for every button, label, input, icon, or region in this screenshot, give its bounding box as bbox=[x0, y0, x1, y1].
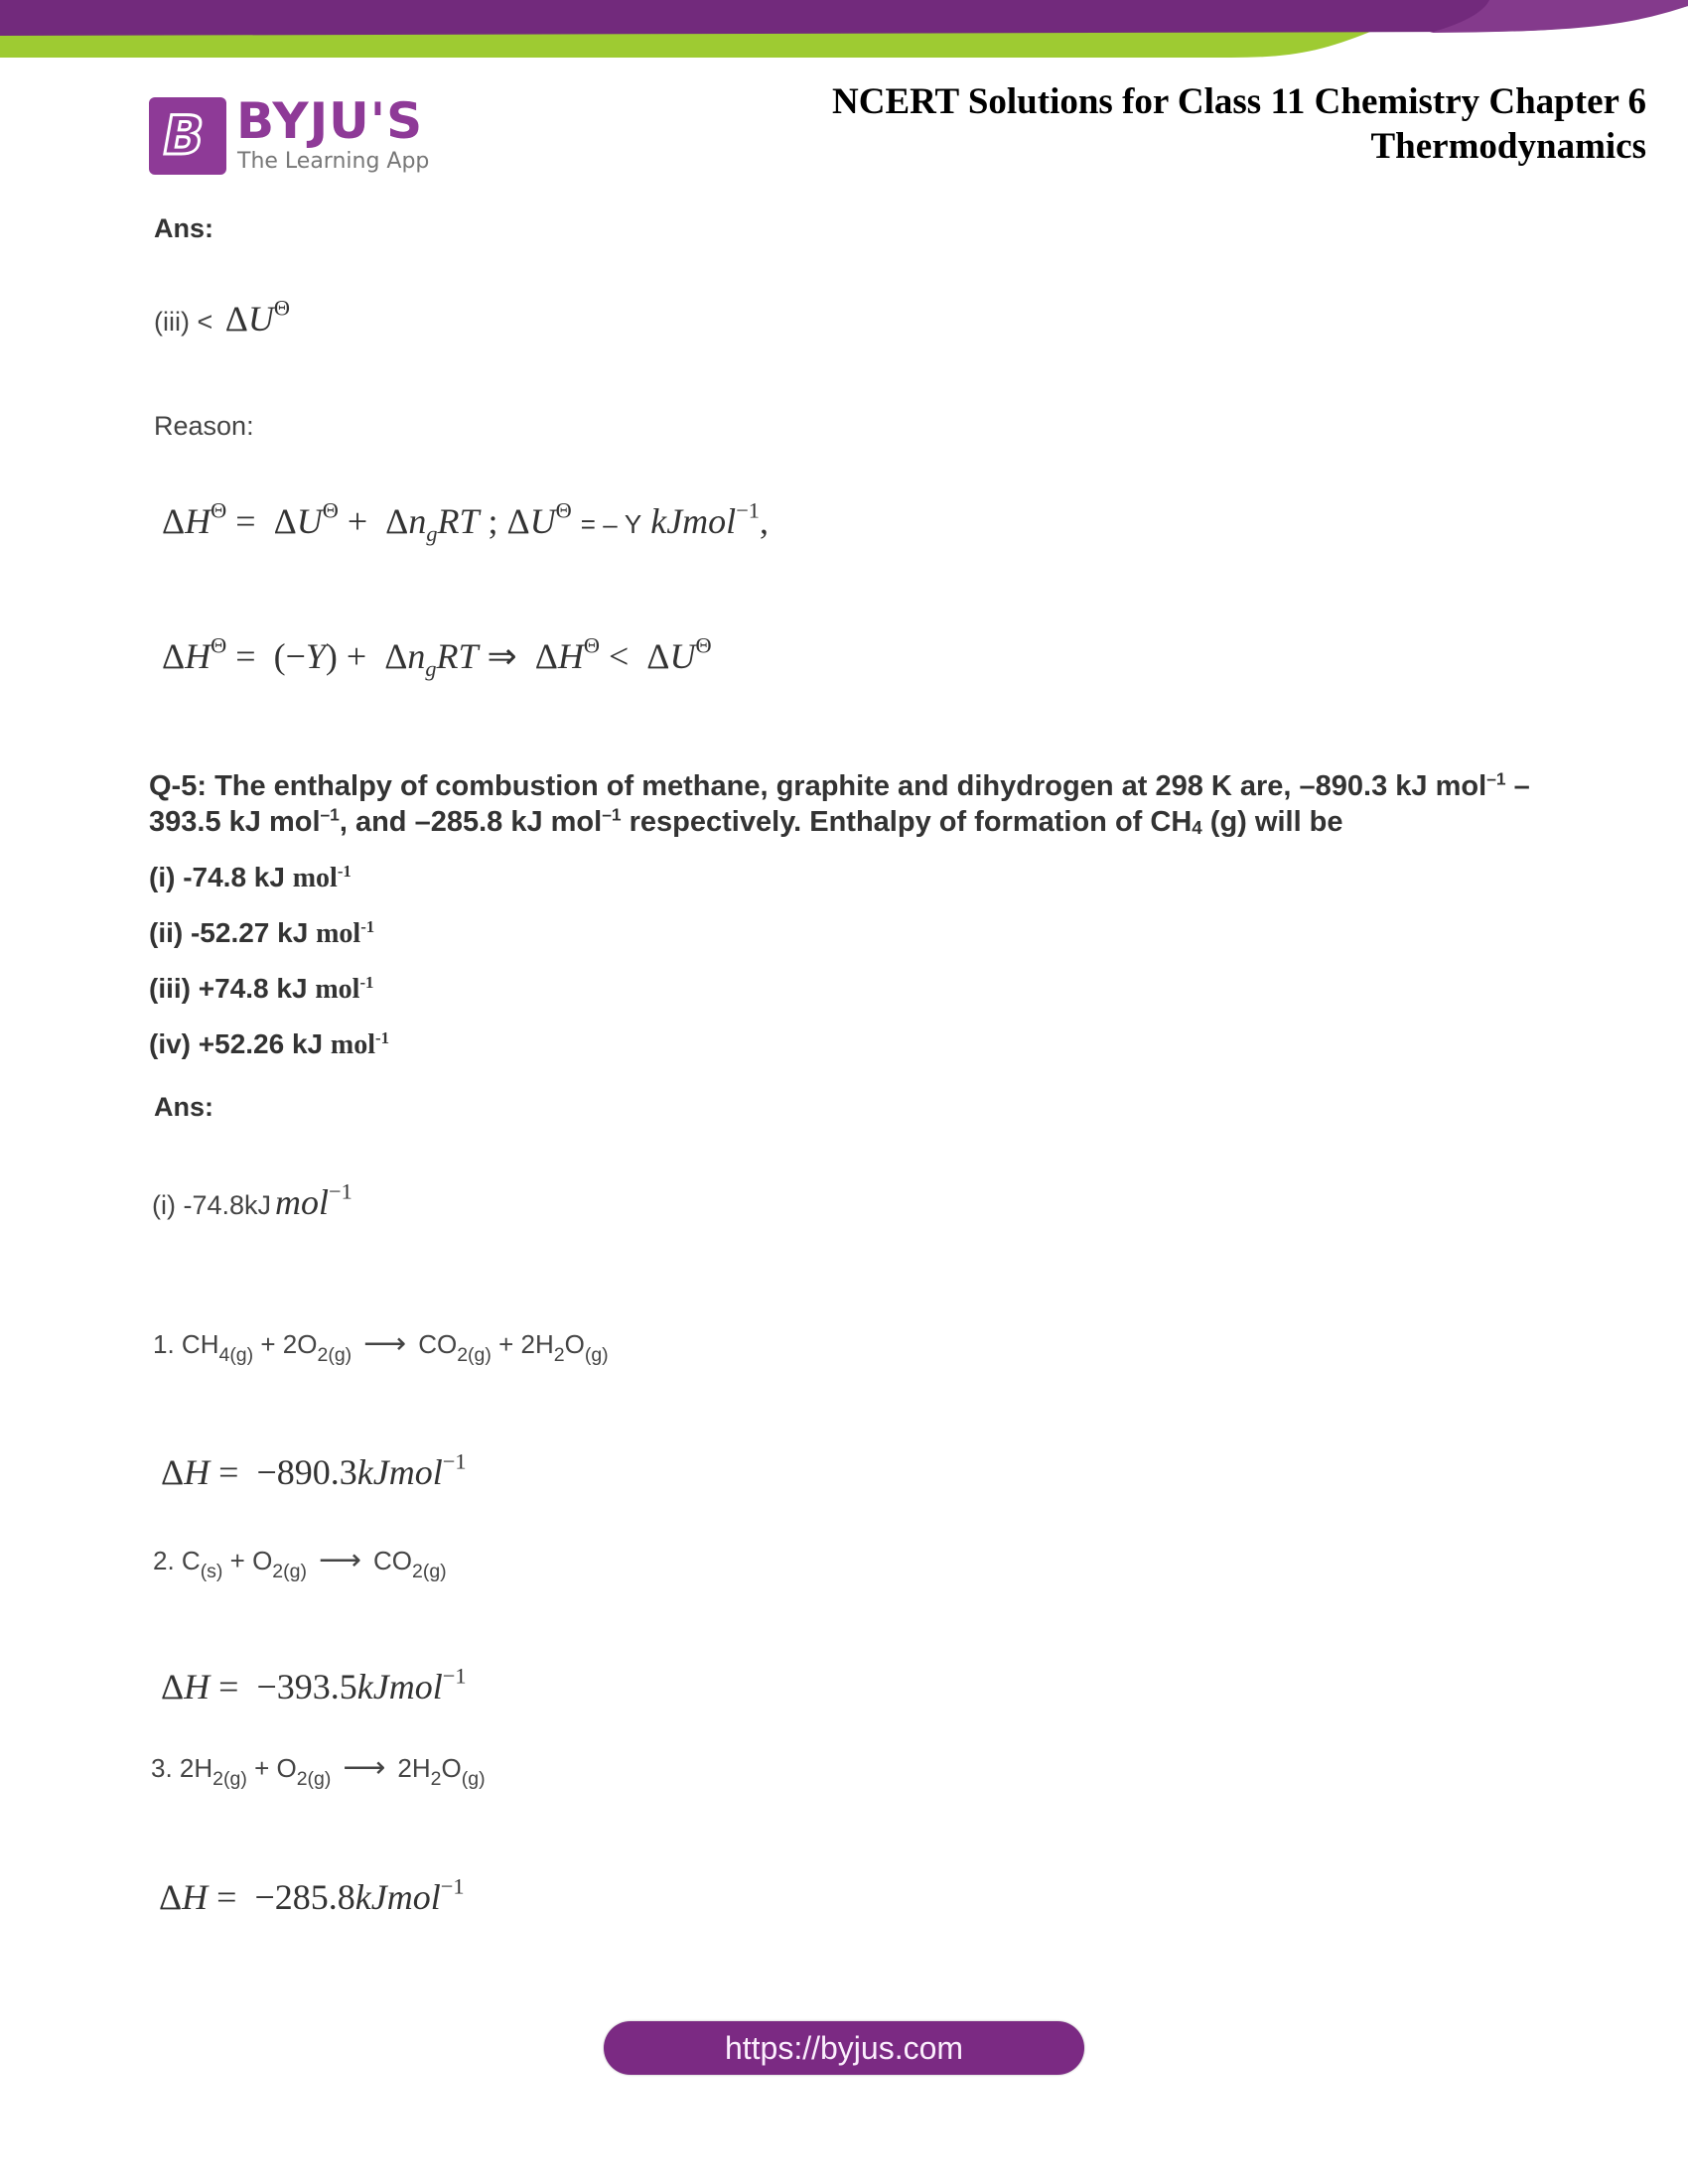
footer-link-button[interactable] bbox=[604, 2021, 1084, 2075]
enthalpy-2: ΔH = −393.5kJmol$^{-1}$ bbox=[161, 1663, 467, 1706]
option-iii bbox=[149, 973, 373, 1006]
enthalpy-3: ΔH = −285.8kJmol$^{-1}$ bbox=[159, 1873, 465, 1917]
footer-url-link[interactable]: https://byjus.com bbox=[724, 2029, 964, 2066]
reaction-number: 3. bbox=[151, 1753, 173, 1783]
brand-tagline: The Learning App bbox=[237, 149, 430, 174]
reason-equation-1: $\Delta H^\Theta = \Delta U^\Theta + \Delta n_gRT$ ; $\Delta U^\Theta$ = – Y kJmol$^{-1}$, bbox=[162, 497, 769, 546]
eq1-separator: ; bbox=[488, 501, 498, 541]
answer-choice-exp: −1 bbox=[329, 1178, 352, 1204]
sup: –1 bbox=[1486, 768, 1506, 789]
option-exp: -1 bbox=[337, 861, 352, 881]
enthalpy-1: ΔH = −890.3kJmol$^{-1}$ bbox=[161, 1448, 467, 1492]
document-title-line2: Thermodynamics bbox=[1370, 126, 1646, 167]
question-text: (g) will be bbox=[1201, 806, 1343, 838]
option-unit: mol bbox=[315, 974, 360, 1005]
question-text: , and –285.8 kJ mol bbox=[339, 806, 603, 838]
header-banner bbox=[0, 0, 1688, 60]
reason-label: Reason: bbox=[154, 411, 254, 441]
question-text: respectively. Enthalpy of formation of CH bbox=[621, 806, 1193, 838]
option-exp: -1 bbox=[360, 916, 375, 936]
eq1-rhs: = – Y bbox=[580, 509, 642, 539]
answer-choice-unit: mol bbox=[275, 1182, 330, 1222]
reaction-number: 2. bbox=[153, 1546, 175, 1575]
document-title-line1: NCERT Solutions for Class 11 Chemistry Chapter 6 bbox=[832, 81, 1646, 122]
prev-choice-prefix: (iii) < bbox=[154, 307, 213, 337]
reaction-2: 2. $C_{(s)} + O_{2(g)}$ ⟶ $CO_{2(g)}$ bbox=[153, 1544, 447, 1582]
logo-letter: B bbox=[157, 104, 210, 167]
eq1-trail: , bbox=[759, 501, 769, 541]
option-label: (iv) +52.26 kJ bbox=[149, 1028, 324, 1059]
byjus-logo[interactable] bbox=[149, 92, 437, 181]
arrow-icon: ⟶ bbox=[318, 1544, 361, 1576]
dh-value: 285.8 bbox=[274, 1877, 355, 1917]
option-unit: mol bbox=[292, 863, 338, 893]
option-exp: -1 bbox=[359, 972, 374, 992]
document-title bbox=[832, 79, 1646, 169]
option-exp: -1 bbox=[375, 1027, 389, 1047]
option-unit: mol bbox=[316, 918, 361, 949]
question-label: Q-5: bbox=[149, 770, 207, 802]
answer-choice bbox=[152, 1178, 352, 1223]
prev-choice-math: $\Delta U^\Theta$ bbox=[224, 295, 290, 339]
option-label: (ii) -52.27 kJ bbox=[149, 917, 309, 948]
question-5 bbox=[149, 768, 1559, 840]
sup: –1 bbox=[320, 804, 340, 825]
dh-value: 393.5 bbox=[276, 1667, 357, 1706]
answer-choice-text: (i) -74.8kJ bbox=[152, 1190, 272, 1220]
question-text: The enthalpy of combustion of methane, graphite and dihydrogen at 298 K are, –890.3 kJ mol bbox=[214, 770, 1487, 802]
arrow-icon: ⟶ bbox=[343, 1751, 386, 1784]
option-iv bbox=[149, 1028, 389, 1061]
option-unit: mol bbox=[330, 1029, 376, 1060]
sup: –1 bbox=[602, 804, 622, 825]
option-ii bbox=[149, 917, 374, 950]
question-text: –393.5 kJ mol bbox=[149, 770, 1530, 838]
dh-value: 890.3 bbox=[276, 1452, 357, 1492]
prev-answer-choice bbox=[154, 295, 290, 340]
prev-ans-label: Ans: bbox=[154, 213, 213, 243]
option-label: (iii) +74.8 kJ bbox=[149, 973, 308, 1004]
brand-name: BYJU'S bbox=[236, 92, 424, 150]
option-i bbox=[149, 862, 352, 894]
reason-equation-2: $\Delta H^\Theta = (-Y) + \Delta n_gRT$ ⇒ $\Delta H^\Theta < \Delta U^\Theta$ bbox=[162, 632, 712, 681]
option-label: (i) -74.8 kJ bbox=[149, 862, 285, 892]
reaction-3: 3. $2H_{2(g)} + O_{2(g)}$ ⟶ $2H_2O_{(g)}$ bbox=[151, 1751, 486, 1790]
arrow-icon: ⟶ bbox=[363, 1327, 407, 1360]
logo-b-icon bbox=[149, 97, 226, 175]
sub: 4 bbox=[1192, 816, 1202, 838]
reaction-1: 1. $CH_{4(g)} + 2O_{2(g)}$ ⟶ $CO_{2(g)} + 2H_2O_{(g)}$ bbox=[153, 1327, 609, 1366]
reaction-number: 1. bbox=[153, 1329, 175, 1359]
ans-label: Ans: bbox=[154, 1092, 213, 1122]
